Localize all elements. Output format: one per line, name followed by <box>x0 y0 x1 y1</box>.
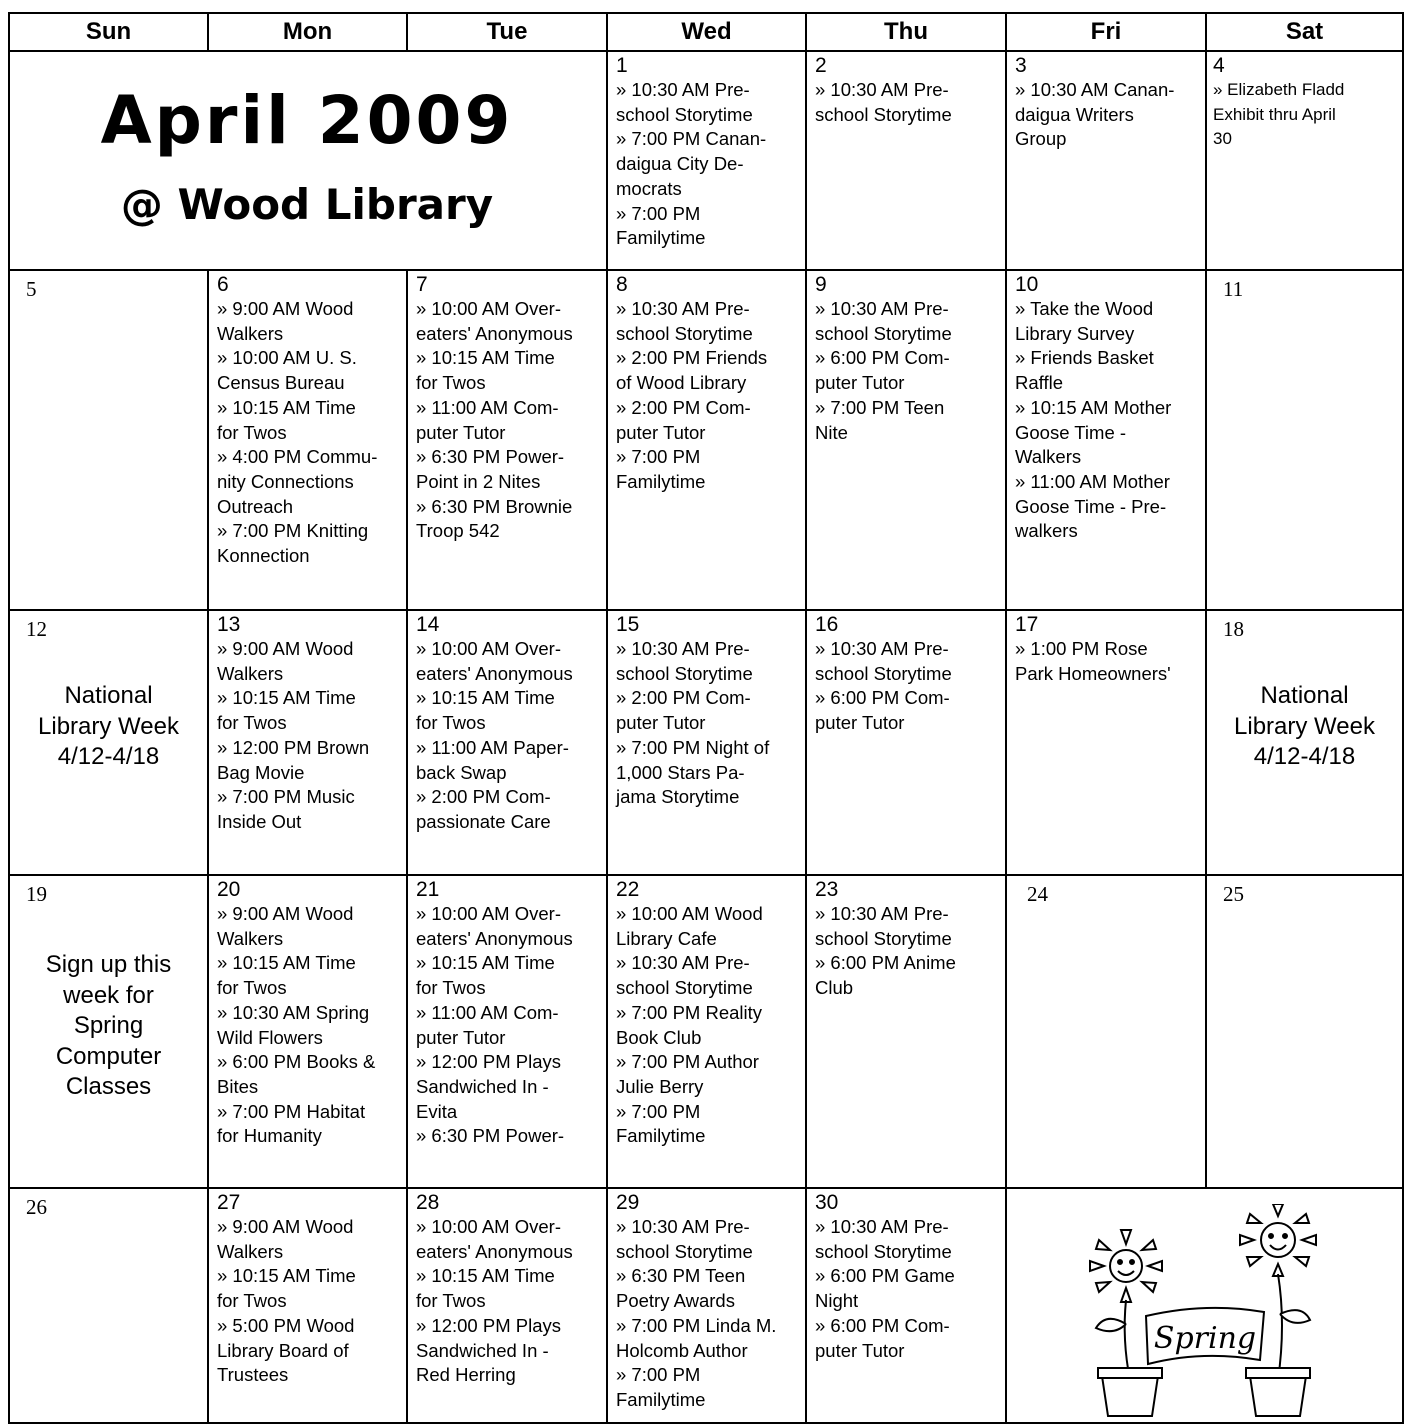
event-item: » 10:00 AM Over- eaters' Anonymous <box>416 638 573 684</box>
event-list <box>217 1215 406 1388</box>
event-item: » 2:00 PM Friends of Wood Library <box>616 347 768 394</box>
weekday-header-wed: Wed <box>681 18 732 45</box>
event-item: » 11:00 AM Paper- back Swap <box>416 736 569 783</box>
day-number: 14 <box>416 613 440 636</box>
event-item: » 10:30 AM Pre- school Storytime <box>616 298 753 344</box>
event-item: » 10:30 AM Pre- school Storytime <box>616 638 753 684</box>
event-item: » 10:15 AM Time for Twos <box>416 1265 555 1312</box>
day-number: 13 <box>217 613 241 636</box>
event-item: » 10:15 AM Time for Twos <box>217 952 356 999</box>
event-list <box>217 902 406 1149</box>
flower-pots-illustration-icon <box>1068 1204 1338 1420</box>
day-number: 27 <box>217 1191 241 1214</box>
event-list <box>815 78 1005 127</box>
event-item: » 7:00 PM Familytime <box>616 202 706 249</box>
day-number: 22 <box>616 878 640 901</box>
event-list <box>815 297 1005 445</box>
event-item: » 6:30 PM Power- <box>416 1125 565 1147</box>
event-item: » 7:00 PM Reality Book Club <box>616 1001 763 1048</box>
day-number: 2 <box>815 54 827 77</box>
day-number: 12 <box>26 617 47 641</box>
event-item: » 7:00 PM Night of 1,000 Stars Pa- jama Storytime <box>616 736 770 808</box>
event-item: » 6:30 PM Power- Point in 2 Nites <box>416 446 565 492</box>
day-cell <box>408 271 606 609</box>
day-cell <box>608 271 805 609</box>
day-cell <box>408 876 606 1187</box>
calendar-title: April 2009 <box>100 82 514 159</box>
event-item: » 10:30 AM Pre- school Storytime <box>616 1216 753 1262</box>
day-number: 19 <box>26 882 47 906</box>
event-item: » 2:00 PM Com- puter Tutor <box>616 396 751 443</box>
day-cell <box>1207 52 1402 269</box>
event-item: » 10:30 AM Canan- daigua Writers Group <box>1015 79 1175 150</box>
event-item: » 12:00 PM Plays Sandwiched In - Evita <box>416 1051 561 1122</box>
day-cell <box>209 611 406 874</box>
event-item: » 5:00 PM Wood Library Board of Trustees <box>217 1314 355 1386</box>
event-item: » 10:15 AM Time for Twos <box>217 687 356 734</box>
day-cell <box>608 611 805 874</box>
event-item: » 7:00 PM Familytime <box>616 446 706 492</box>
grid-line <box>1402 12 1404 1424</box>
day-number: 7 <box>416 273 428 296</box>
event-item: » 2:00 PM Com- passionate Care <box>416 786 551 832</box>
cell-note: National Library Week 4/12-4/18 <box>1234 682 1375 770</box>
day-number: 18 <box>1223 617 1244 641</box>
day-cell <box>608 52 805 269</box>
event-list <box>616 637 805 810</box>
spring-banner-text: Spring <box>1153 1321 1257 1356</box>
day-number: 25 <box>1223 882 1244 906</box>
day-number: 28 <box>416 1191 440 1214</box>
weekday-header-mon: Mon <box>282 18 333 45</box>
event-item: » 2:00 PM Com- puter Tutor <box>616 687 751 734</box>
event-item: » 9:00 AM Wood Walkers <box>217 903 354 949</box>
event-item: » 12:00 PM Plays Sandwiched In - Red Herring <box>416 1314 561 1386</box>
day-cell <box>408 611 606 874</box>
event-item: » 10:15 AM Time for Twos <box>416 347 555 394</box>
event-item: » 10:30 AM Pre- school Storytime <box>815 638 952 684</box>
day-number: 15 <box>616 613 640 636</box>
event-item: » 10:30 AM Spring Wild Flowers <box>217 1001 370 1048</box>
event-item: » 10:30 AM Pre- school Storytime <box>815 79 952 125</box>
event-item: » 10:30 AM Pre- school Storytime <box>616 952 753 999</box>
event-item: » 10:30 AM Pre- school Storytime <box>616 79 753 125</box>
event-list <box>416 902 606 1149</box>
day-cell <box>1007 271 1205 609</box>
calendar <box>8 12 1404 1424</box>
day-cell <box>1207 876 1402 1187</box>
event-item: » 1:00 PM Rose Park Homeowners' <box>1015 638 1171 684</box>
day-cell <box>608 876 805 1187</box>
event-list <box>616 1215 805 1413</box>
event-list <box>1015 637 1205 686</box>
event-item: » 9:00 AM Wood Walkers <box>217 638 354 684</box>
day-number: 6 <box>217 273 229 296</box>
event-list <box>815 1215 1005 1363</box>
event-item: » 10:30 AM Pre- school Storytime <box>815 1216 952 1262</box>
day-cell <box>1007 52 1205 269</box>
event-item: » 10:00 AM Over- eaters' Anonymous <box>416 1216 573 1262</box>
event-item: » 11:00 AM Mother Goose Time - Pre- walkers <box>1015 470 1170 542</box>
event-item: » 10:15 AM Time for Twos <box>416 687 555 734</box>
event-item: » 10:00 AM Wood Library Cafe <box>616 903 763 949</box>
event-item: » Friends Basket Raffle <box>1015 347 1154 394</box>
event-item: » 9:00 AM Wood Walkers <box>217 298 354 344</box>
event-item: » 7:00 PM Music Inside Out <box>217 786 355 832</box>
event-item: » 7:00 PM Canan- daigua City De- mocrats <box>616 128 767 199</box>
day-cell <box>807 611 1005 874</box>
weekday-header-sat: Sat <box>1285 18 1324 45</box>
day-number: 5 <box>26 277 37 301</box>
event-list <box>416 1215 606 1388</box>
event-list <box>616 78 805 251</box>
event-item: » 10:15 AM Mother Goose Time - Walkers <box>1015 396 1172 468</box>
day-cell <box>10 271 207 609</box>
event-list <box>1015 78 1205 152</box>
event-item: » 10:00 AM Over- eaters' Anonymous <box>416 903 573 949</box>
day-cell <box>10 1189 207 1422</box>
day-number: 8 <box>616 273 628 296</box>
day-cell <box>10 876 207 1187</box>
day-cell <box>608 1189 805 1422</box>
event-item: » 7:00 PM Linda M. Holcomb Author <box>616 1314 777 1361</box>
event-item: » 6:00 PM Com- puter Tutor <box>815 687 950 734</box>
event-item: » 11:00 AM Com- puter Tutor <box>416 1001 559 1048</box>
event-item: » 10:30 AM Pre- school Storytime <box>815 903 952 949</box>
day-number: 11 <box>1223 277 1244 301</box>
day-number: 17 <box>1015 613 1039 636</box>
event-item: » Elizabeth Fladd Exhibit thru April 30 <box>1213 80 1345 149</box>
day-cell <box>1007 611 1205 874</box>
day-number: 23 <box>815 878 839 901</box>
event-list <box>217 297 406 569</box>
day-number: 9 <box>815 273 827 296</box>
event-item: » Take the Wood Library Survey <box>1015 298 1154 344</box>
event-item: » 10:15 AM Time for Twos <box>416 952 555 999</box>
day-cell <box>209 876 406 1187</box>
event-list <box>1015 297 1205 544</box>
day-cell <box>1007 876 1205 1187</box>
event-list <box>416 637 606 835</box>
event-item: » 10:00 AM U. S. Census Bureau <box>217 347 357 394</box>
event-item: » 6:30 PM Brownie Troop 542 <box>416 495 573 542</box>
day-number: 3 <box>1015 54 1027 77</box>
grid-line <box>8 1422 1404 1424</box>
day-number: 24 <box>1027 882 1048 906</box>
event-item: » 7:00 PM Teen Nite <box>815 396 945 443</box>
calendar-subtitle: @ Wood Library <box>120 180 494 229</box>
event-item: » 6:00 PM Game Night <box>815 1265 955 1312</box>
event-item: » 6:00 PM Books & Bites <box>217 1051 376 1097</box>
event-item: » 4:00 PM Commu- nity Connections Outreach <box>217 446 378 517</box>
event-item: » 6:00 PM Com- puter Tutor <box>815 1314 950 1361</box>
event-list <box>815 637 1005 736</box>
event-item: » 10:30 AM Pre- school Storytime <box>815 298 952 344</box>
event-item: » 10:00 AM Over- eaters' Anonymous <box>416 298 573 344</box>
day-cell <box>209 271 406 609</box>
day-number: 16 <box>815 613 839 636</box>
cell-note: Sign up this week for Spring Computer Classes <box>45 951 172 1100</box>
event-item: » 12:00 PM Brown Bag Movie <box>217 736 370 783</box>
event-item: » 10:15 AM Time for Twos <box>217 1265 356 1312</box>
event-list <box>616 297 805 495</box>
day-cell <box>807 271 1005 609</box>
cell-note: National Library Week 4/12-4/18 <box>38 682 179 770</box>
event-list <box>416 297 606 544</box>
event-item: » 10:15 AM Time for Twos <box>217 396 356 443</box>
day-number: 20 <box>217 878 241 901</box>
day-cell <box>807 52 1005 269</box>
event-item: » 6:30 PM Teen Poetry Awards <box>616 1265 746 1312</box>
weekday-header-sun: Sun <box>85 18 132 45</box>
event-item: » 7:00 PM Familytime <box>616 1100 706 1147</box>
day-cell <box>408 1189 606 1422</box>
day-cell <box>1207 271 1402 609</box>
day-cell <box>209 1189 406 1422</box>
event-item: » 11:00 AM Com- puter Tutor <box>416 396 559 443</box>
event-item: » 6:00 PM Anime Club <box>815 952 956 999</box>
day-cell <box>10 611 207 874</box>
day-number: 29 <box>616 1191 640 1214</box>
day-number: 1 <box>616 54 628 77</box>
day-number: 30 <box>815 1191 839 1214</box>
event-item: » 7:00 PM Familytime <box>616 1364 706 1410</box>
weekday-header-thu: Thu <box>884 18 928 45</box>
day-number: 26 <box>26 1195 47 1219</box>
event-list <box>217 637 406 835</box>
event-list <box>616 902 805 1149</box>
day-cell <box>1207 611 1402 874</box>
event-item: » 7:00 PM Habitat for Humanity <box>217 1100 366 1147</box>
weekday-header-tue: Tue <box>486 18 528 45</box>
event-list <box>815 902 1005 1001</box>
weekday-header-fri: Fri <box>1090 18 1122 45</box>
event-list <box>1213 78 1402 152</box>
day-cell <box>807 876 1005 1187</box>
day-number: 21 <box>416 878 440 901</box>
event-item: » 7:00 PM Knitting Konnection <box>217 520 369 567</box>
event-item: » 6:00 PM Com- puter Tutor <box>815 347 950 394</box>
day-number: 10 <box>1015 273 1039 296</box>
event-item: » 9:00 AM Wood Walkers <box>217 1216 354 1262</box>
day-number: 4 <box>1213 54 1225 77</box>
day-cell <box>807 1189 1005 1422</box>
event-item: » 7:00 PM Author Julie Berry <box>616 1051 759 1097</box>
